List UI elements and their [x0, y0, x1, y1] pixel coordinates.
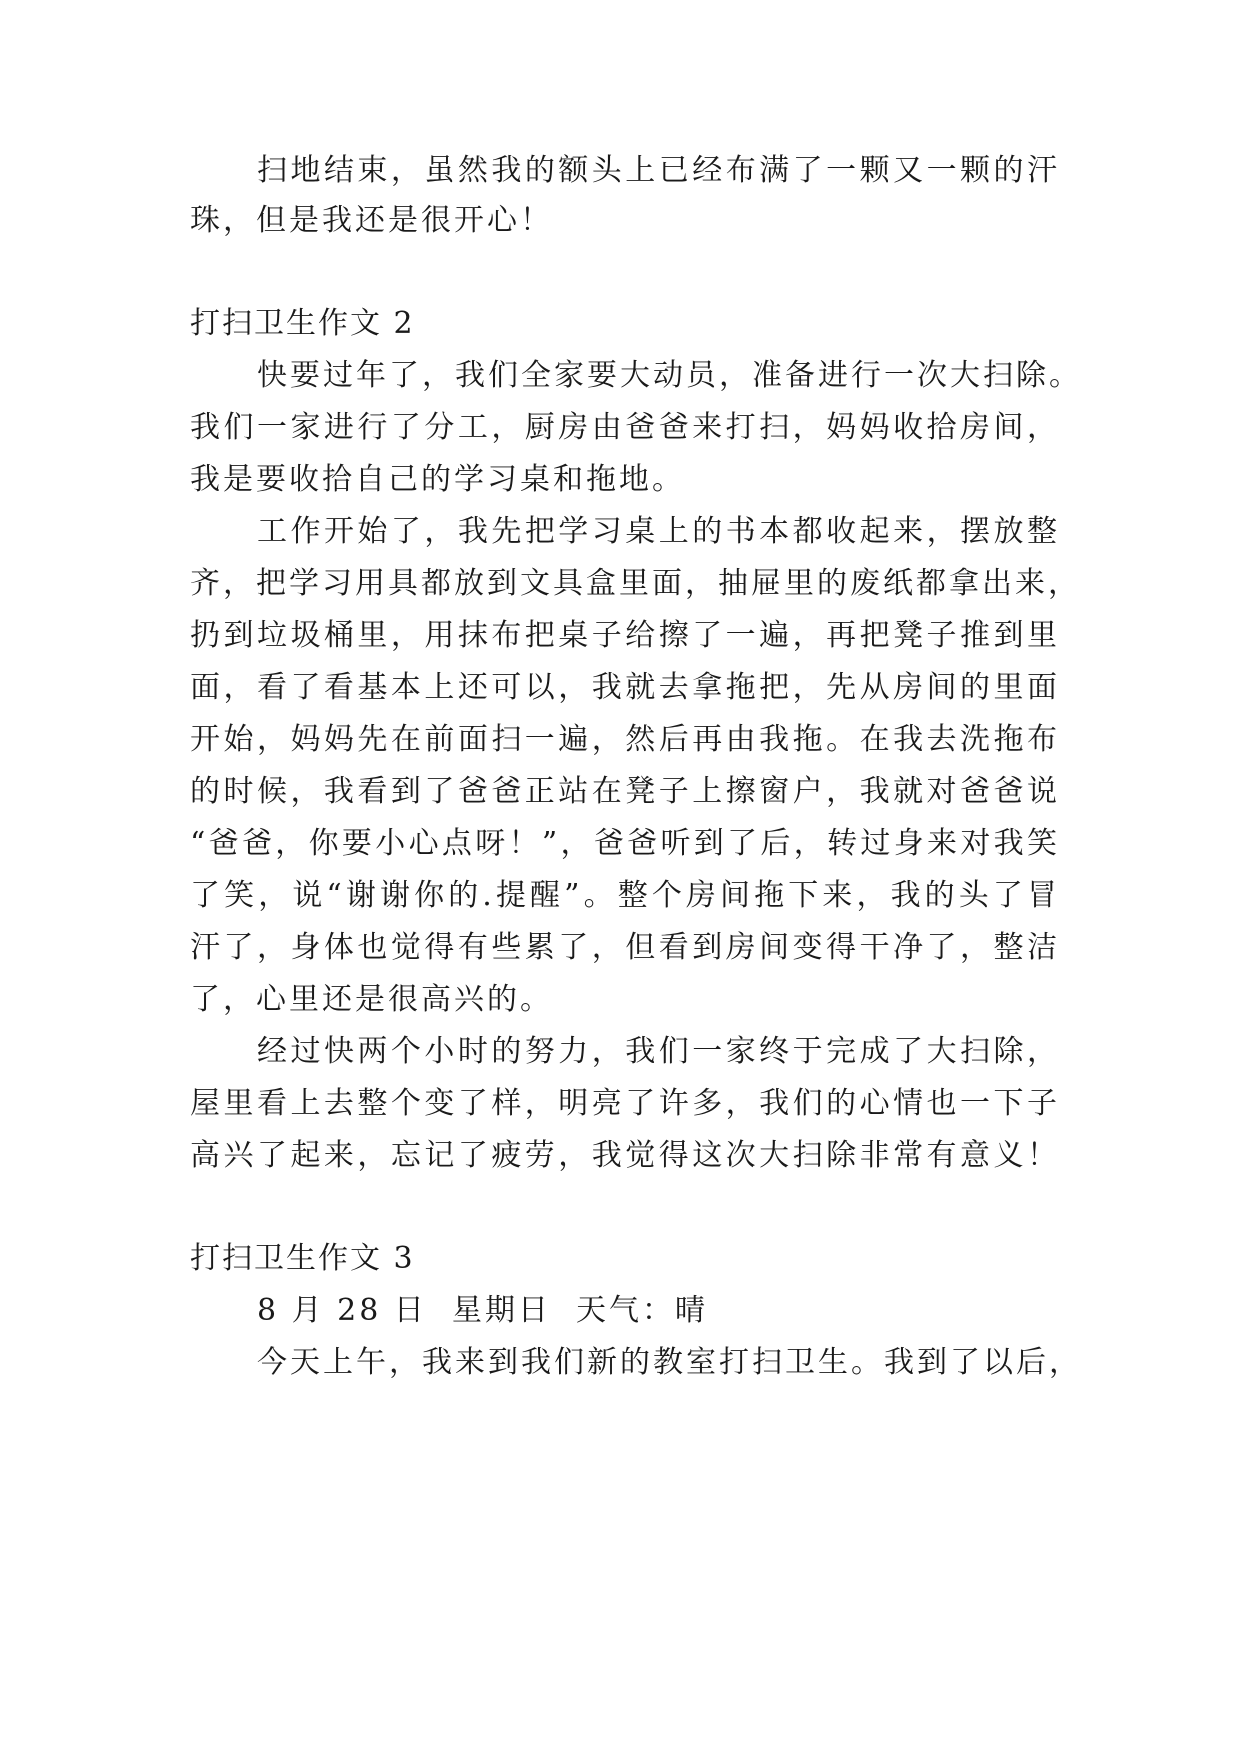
paragraph-line: 了笑，说“谢谢你的.提醒”。整个房间拖下来，我的头了冒 — [190, 878, 1060, 913]
paragraph-line: 了，心里还是很高兴的。 — [190, 982, 553, 1017]
paragraph-line: 扔到垃圾桶里，用抹布把桌子给擦了一遍，再把凳子推到里 — [190, 618, 1060, 653]
section-heading: 打扫卫生作文 3 — [190, 1241, 415, 1276]
paragraph-line: 珠，但是我还是很开心！ — [190, 203, 553, 238]
paragraph-line: 工作开始了，我先把学习桌上的书本都收起来，摆放整 — [257, 514, 1060, 549]
paragraph-line: 今天上午，我来到我们新的教室打扫卫生。我到了以后， — [257, 1345, 1082, 1380]
paragraph-line: 我是要收拾自己的学习桌和拖地。 — [190, 462, 685, 497]
paragraph-line: 齐，把学习用具都放到文具盒里面，抽屉里的废纸都拿出来， — [190, 566, 1081, 601]
paragraph-line: 扫地结束，虽然我的额头上已经布满了一颗又一颗的汗 — [257, 153, 1060, 188]
section-heading: 打扫卫生作文 2 — [190, 306, 415, 341]
paragraph-line: “爸爸，你要小心点呀！”，爸爸听到了后，转过身来对我笑 — [190, 826, 1060, 861]
paragraph-line: 面，看了看基本上还可以，我就去拿拖把，先从房间的里面 — [190, 670, 1060, 705]
paragraph-line: 快要过年了，我们全家要大动员，准备进行一次大扫除。 — [257, 358, 1082, 393]
paragraph-line: 汗了，身体也觉得有些累了，但看到房间变得干净了，整洁 — [190, 930, 1060, 965]
paragraph-line: 开始，妈妈先在前面扫一遍，然后再由我拖。在我去洗拖布 — [190, 722, 1060, 757]
paragraph-line: 经过快两个小时的努力，我们一家终于完成了大扫除， — [257, 1034, 1060, 1069]
paragraph-line: 高兴了起来，忘记了疲劳，我觉得这次大扫除非常有意义！ — [190, 1138, 1060, 1173]
paragraph-line: 我们一家进行了分工，厨房由爸爸来打扫，妈妈收拾房间， — [190, 410, 1060, 445]
paragraph-line: 屋里看上去整个变了样，明亮了许多，我们的心情也一下子 — [190, 1086, 1060, 1121]
diary-date-line: 8 月 28 日 星期日 天气：晴 — [257, 1293, 709, 1328]
paragraph-line: 的时候，我看到了爸爸正站在凳子上擦窗户，我就对爸爸说 — [190, 774, 1060, 809]
